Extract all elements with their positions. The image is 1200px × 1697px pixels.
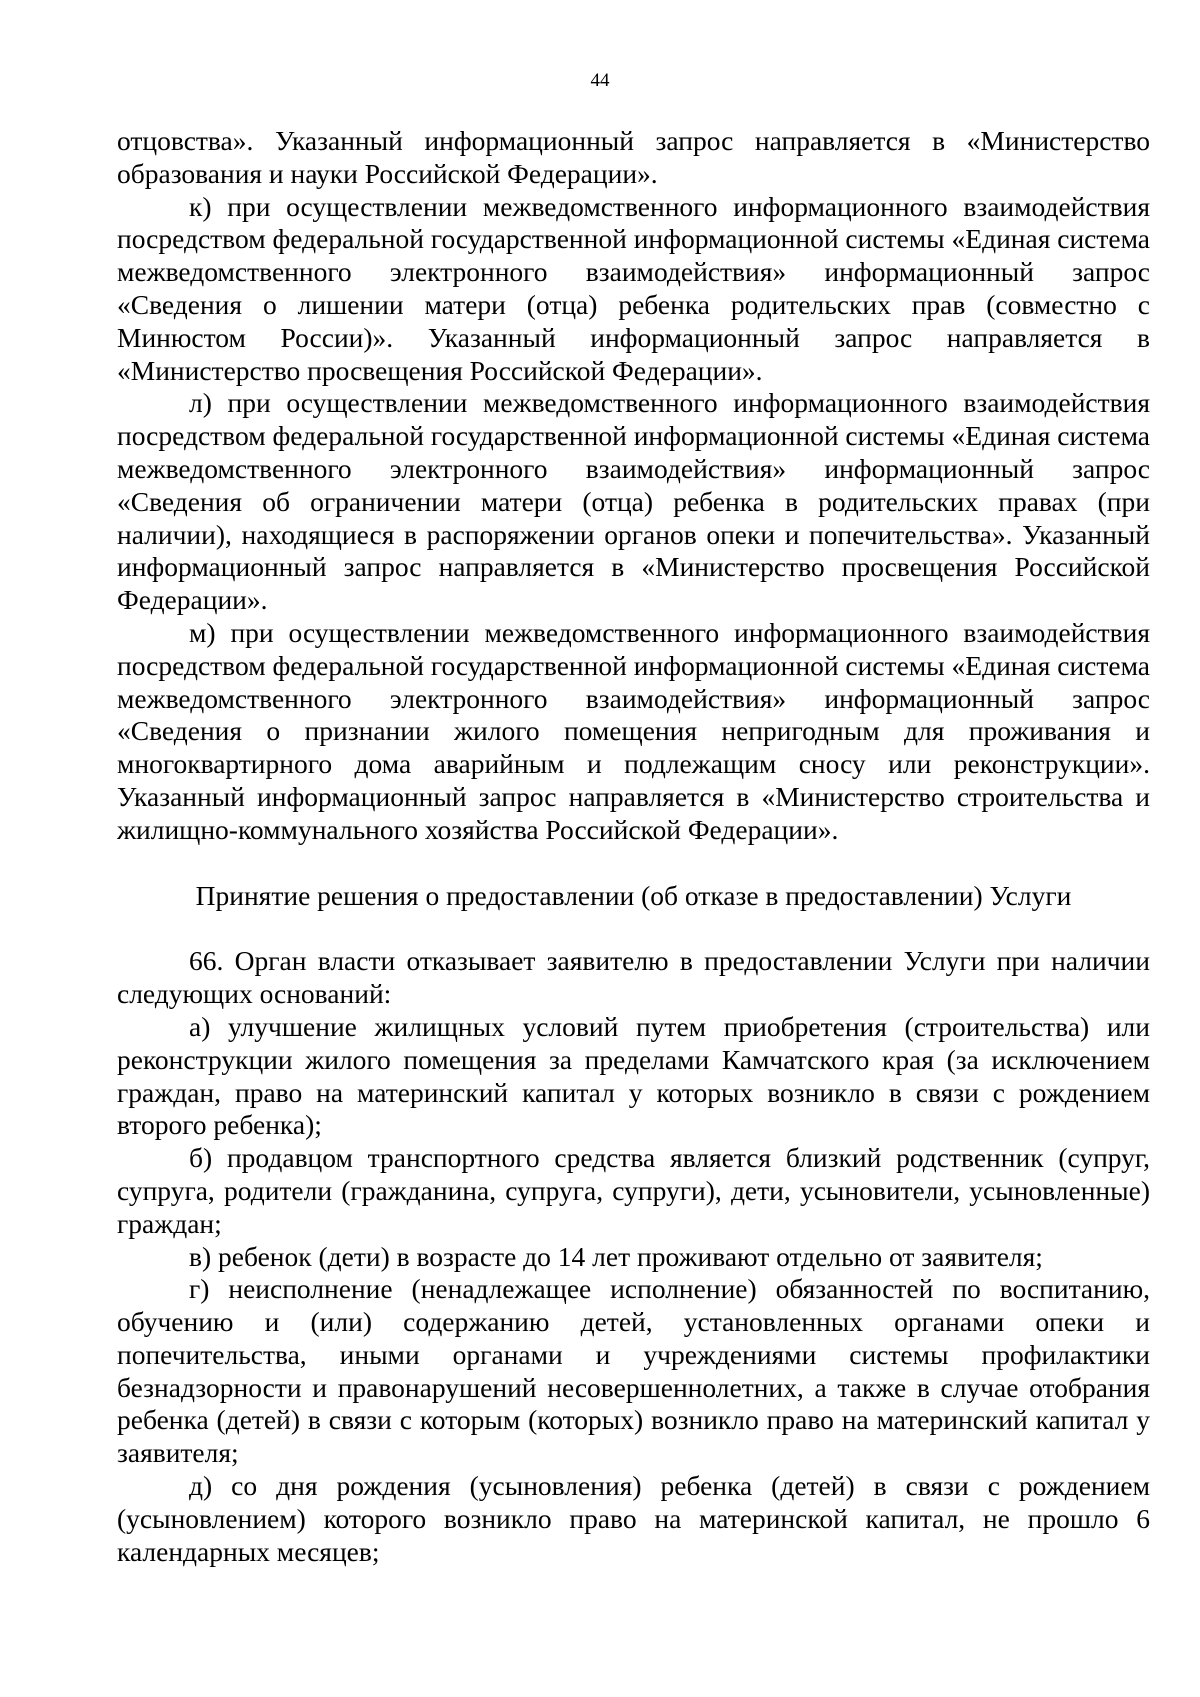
paragraph-66: 66. Орган власти отказывает заявителю в предоставлении Услуги при наличии следующих оснований:: [117, 945, 1150, 1010]
paragraph-item-b: б) продавцом транспортного средства является близкий родственник (супруг, супруга, родители (гражданина, супруга, супруги), дети, усыновители, усыновленные) граждан;: [117, 1142, 1150, 1239]
section-heading: Принятие решения о предоставлении (об отказе в предоставлении) Услуги: [195, 879, 1072, 911]
paragraph-item-d: д) со дня рождения (усыновления) ребенка (детей) в связи с рождением (усыновлением) которого возникло право на материнской капитал, не прошло 6 календарных месяцев;: [117, 1470, 1150, 1567]
paragraph-continuation: отцовства». Указанный информационный запрос направляется в «Министерство образования и науки Российской Федерации».: [117, 125, 1150, 189]
paragraph-item-g: г) неисполнение (ненадлежащее исполнение) обязанностей по воспитанию, обучению и (или) содержанию детей, установленных органами опеки и попечительства, иными органами и учреждениями системы профилактики безнадзорности и правонарушений несовершеннолетних, а также в случае отобрания ребенка (детей) в связи с которым (которых) возникло право на материнский капитал у заявителя;: [117, 1273, 1150, 1469]
paragraph-item-a: а) улучшение жилищных условий путем приобретения (строительства) или реконструкции жилого помещения за пределами Камчатского края (за исключением граждан, право на материнский капитал у которых возникло в связи с рождением второго ребенка);: [117, 1010, 1150, 1141]
paragraph-item-m: м) при осуществлении межведомственного информационного взаимодействия посредством федеральной государственной информационной системы «Единая система межведомственного электронного взаимодействия» информационный запрос «Сведения о признании жилого помещения непригодным для проживания и многоквартирного дома аварийным и подлежащим сносу или реконструкции». Указанный информационный запрос направляется в «Министерство строительства и жилищно-коммунального хозяйства Российской Федерации».: [117, 616, 1151, 845]
paragraph-item-l: л) при осуществлении межведомственного информационного взаимодействия посредством федеральной государственной информационной системы «Единая система межведомственного электронного взаимодействия» информационный запрос «Сведения об ограничении матери (отца) ребенка в родительских правах (при наличии), находящиеся в распоряжении органов опеки и попечительства». Указанный информационный запрос направляется в «Министерство просвещения Российской Федерации».: [117, 387, 1151, 616]
paragraph-item-k: к) при осуществлении межведомственного информационного взаимодействия посредством федеральной государственной информационной системы «Единая система межведомственного электронного взаимодействия» информационный запрос «Сведения о лишении матери (отца) ребенка родительских прав (совместно с Минюстом России)». Указанный информационный запрос направляется в «Министерство просвещения Российской Федерации».: [117, 190, 1151, 386]
document-body: [117, 125, 1150, 1568]
page-number: 44: [590, 70, 610, 91]
paragraph-item-v: в) ребенок (дети) в возрасте до 14 лет проживают отдельно от заявителя;: [189, 1240, 1043, 1272]
